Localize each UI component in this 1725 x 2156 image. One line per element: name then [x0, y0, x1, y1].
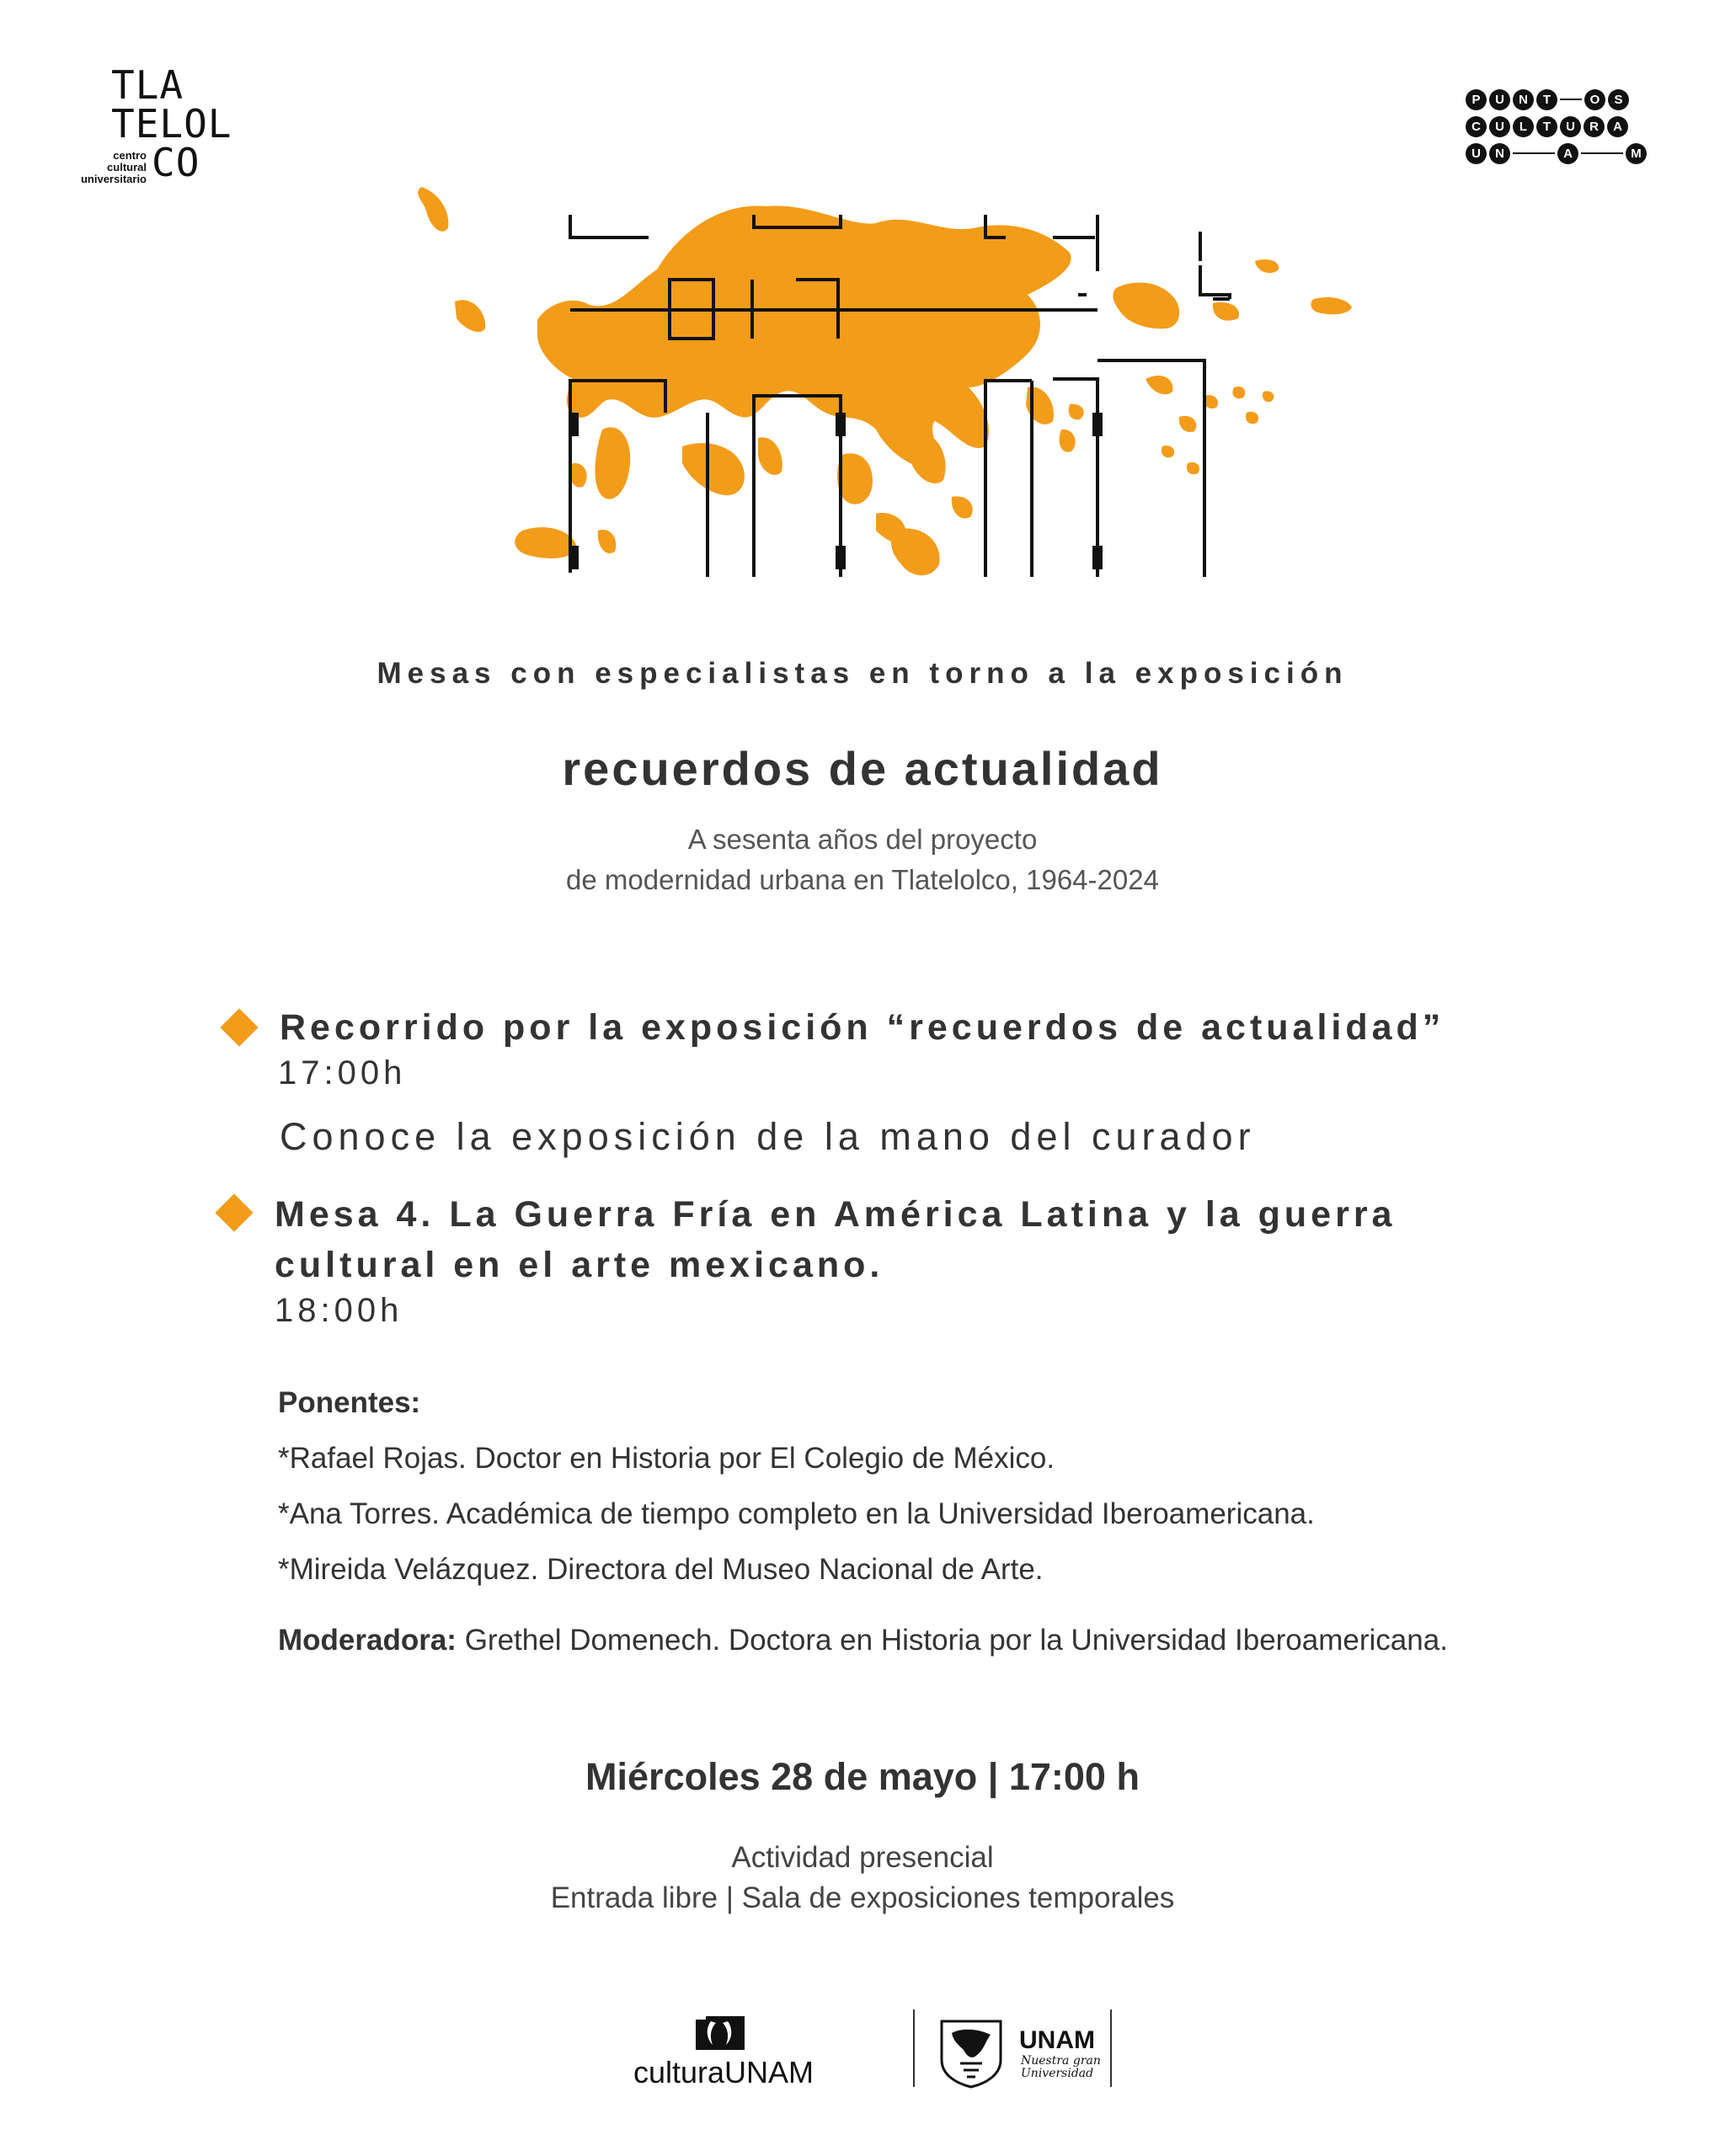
exhibition-description-line1: A sesenta años del proyecto: [687, 824, 1038, 855]
unam-logo: [935, 2011, 1120, 2092]
logo-line-1: TLA: [111, 62, 184, 108]
item-2-title-line2: cultural en el arte mexicano.: [275, 1245, 884, 1285]
cultura-unam-wordmark: culturaUNAM: [633, 2055, 814, 2089]
speaker-item: *Ana Torres. Académica de tiempo completo en la Universidad Iberoamericana.: [278, 1497, 1315, 1530]
puntos-cultura-logo: [1466, 88, 1642, 172]
logo-small-3: universitario: [80, 173, 147, 185]
tlatelolco-logo: [72, 62, 249, 192]
logo-small-2: cultural: [107, 161, 147, 173]
unam-wordmark: UNAM: [1019, 2026, 1095, 2054]
cultura-unam-logo: [618, 2013, 829, 2089]
cultura-unam-glyph-icon: [694, 2013, 746, 2052]
logo-row-1: P U N T O S: [1466, 88, 1632, 111]
item-1-description: Conoce la exposición de la mano del curador: [280, 1115, 1256, 1158]
unam-shield-icon: [935, 2016, 1007, 2089]
exhibition-artwork: [404, 177, 1381, 623]
logo-row-3: U N A M: [1466, 141, 1649, 165]
event-mode: Actividad presencial: [731, 1841, 994, 1874]
logo-row-2: C U L T U R A: [1466, 115, 1631, 138]
moderator-text: Grethel Domenech. Doctora en Historia por la Universidad Iberoamericana.: [456, 1624, 1448, 1657]
exhibition-title: recuerdos de actualidad: [562, 742, 1163, 795]
logo-line-3: CO: [152, 140, 200, 185]
item-1-title: Recorrido por la exposición “recuerdos de actualidad”: [280, 1007, 1445, 1048]
logo-line-2: TELOL: [111, 101, 232, 147]
moderator-line: [278, 1624, 1448, 1657]
item-1-time: 17:00h: [278, 1054, 407, 1091]
event-date: Miércoles 28 de mayo | 17:00 h: [585, 1755, 1140, 1798]
moderator-label: Moderadora:: [278, 1624, 457, 1657]
item-2-time: 18:00h: [275, 1292, 403, 1329]
exhibition-subtitle: Mesas con especialistas en torno a la exposición: [377, 657, 1348, 690]
orange-map-shapes: [418, 187, 1352, 575]
bullet-diamond-icon: [220, 1008, 258, 1046]
speakers-heading: Ponentes:: [278, 1386, 421, 1419]
footer-divider: [913, 2009, 915, 2087]
architectural-blocks: [569, 413, 1103, 569]
exhibition-description-line2: de modernidad urbana en Tlatelolco, 1964-2024: [566, 864, 1159, 895]
unam-tagline: Nuestra gran Universidad: [1021, 2054, 1101, 2080]
speaker-item: *Mireida Velázquez. Directora del Museo Nacional de Arte.: [278, 1553, 1044, 1586]
logo-small-1: centro: [113, 149, 147, 162]
event-access: Entrada libre | Sala de exposiciones temporales: [550, 1881, 1175, 1914]
speaker-item: *Rafael Rojas. Doctor en Historia por El Colegio de México.: [278, 1442, 1055, 1475]
bullet-diamond-icon: [215, 1193, 253, 1231]
item-2-title-line1: Mesa 4. La Guerra Fría en América Latina y la guerra: [275, 1194, 1397, 1235]
footer-divider: [1110, 2009, 1112, 2087]
